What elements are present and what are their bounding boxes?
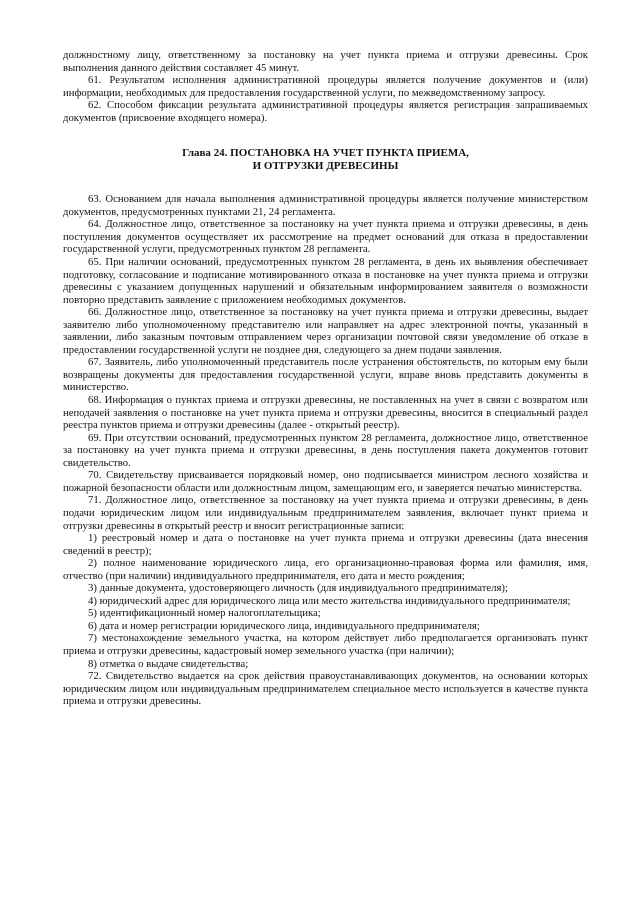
list-item-8: 8) отметка о выдаче свидетельства; (88, 657, 249, 670)
document-body (63, 49, 588, 708)
list-item-4: 4) юридический адрес для юридического лица или место жительства индивидуального предпринимателя; (88, 594, 571, 607)
paragraph-67: 67. Заявитель, либо уполномоченный представитель после устранения обстоятельств, по которым ему были возвращены документы для предоставления государственной услуги, вправе вновь представить документы в министерство. (63, 356, 588, 394)
list-item-1: 1) реестровый номер и дата о постановке на учет пункта приема и отгрузки древесины (дата внесения сведений в реестр); (63, 532, 588, 557)
fragment-paragraph: должностному лицу, ответственному за постановку на учет пункта приема и отгрузки древесины. Срок выполнения данного действия составляет 45 минут. (63, 49, 588, 74)
paragraph-68: 68. Информация о пунктах приема и отгрузки древесины, не поставленных на учет в связи с возвратом или неподачей заявления о постановке на учет пункта приема и отгрузки древесины, вносится в специальный раздел реестра пунктов приема и отгрузки древесины (далее - открытый реестр). (63, 394, 588, 432)
chapter-heading (63, 147, 588, 173)
paragraph-66: 66. Должностное лицо, ответственное за постановку на учет пункта приема и отгрузки древесины, выдает заявителю либо уполномоченному представителю или направляет на адрес электронной почты, указанный в заявлении, либо заказным почтовым отправлением через организации почтовой связи уведомление об отказе в предоставлении государственной услуги не позднее дня, следующего за днем подачи заявления. (63, 306, 588, 356)
list-item-3: 3) данные документа, удостоверяющего личность (для индивидуального предпринимателя); (88, 582, 508, 595)
paragraph-70: 70. Свидетельству присваивается порядковый номер, оно подписывается министром лесного хозяйства и пожарной безопасности области или должностным лицом, замещающим его, и заверяется печатью министерства. (63, 469, 588, 494)
paragraph-72: 72. Свидетельство выдается на срок действия правоустанавливающих документов, на основании которых юридическим лицом или индивидуальным предпринимателем специальное место используется в качестве пункта приема и отгрузки древесины. (63, 670, 588, 708)
paragraph-65: 65. При наличии оснований, предусмотренных пунктом 28 регламента, в день их выявления обеспечивает подготовку, согласование и подписание мотивированного отказа в постановке на учет пункта приема и отгрузки древесины с указанием допущенных нарушений и обязательным информированием заявителя о возможности повторно представить заявление с приложением необходимых документов. (63, 256, 588, 306)
list-item-2: 2) полное наименование юридического лица, его организационно-правовая форма или фамилия, имя, отчество (при наличии) индивидуального предпринимателя, его дата и место рождения; (63, 557, 588, 582)
list-item-6: 6) дата и номер регистрации юридического лица, индивидуального предпринимателя; (88, 619, 480, 632)
paragraph-62: 62. Способом фиксации результата административной процедуры является регистрация запрашиваемых документов (присвоение входящего номера). (63, 99, 588, 124)
list-item-7: 7) местонахождение земельного участка, на котором действует либо предполагается организовать пункт приема и отгрузки древесины, кадастровый номер земельного участка (при наличии); (63, 632, 588, 657)
paragraph-61: 61. Результатом исполнения административной процедуры является получение документов и (или) информации, необходимых для предоставления государственной услуги, по межведомственному запросу. (63, 74, 588, 99)
paragraph-64: 64. Должностное лицо, ответственное за постановку на учет пункта приема и отгрузки древесины, в день поступления документов осуществляет их рассмотрение на предмет оснований для отказа в предоставлении государственной услуги, предусмотренных пунктом 28 регламента. (63, 218, 588, 256)
chapter-heading-line-2: И ОТГРУЗКИ ДРЕВЕСИНЫ (252, 160, 399, 173)
paragraph-63: 63. Основанием для начала выполнения административной процедуры является получение министерством документов, предусмотренных пунктами 21, 24 регламента. (63, 193, 588, 218)
list-item-5: 5) идентификационный номер налогоплательщика; (88, 607, 321, 620)
paragraph-69: 69. При отсутствии оснований, предусмотренных пунктом 28 регламента, должностное лицо, ответственное за постановку на учет пункта приема и отгрузки древесины, в день поступления пакета документов готовит свидетельство. (63, 431, 588, 469)
paragraph-71: 71. Должностное лицо, ответственное за постановку на учет пункта приема и отгрузки древесины, в день подачи юридическим лицом или индивидуальным предпринимателем заявления, включает пункт приема и отгрузки древесины в открытый реестр и вносит регистрационные записи: (63, 494, 588, 532)
chapter-heading-line-1: Глава 24. ПОСТАНОВКА НА УЧЕТ ПУНКТА ПРИЕМА, (182, 147, 469, 160)
